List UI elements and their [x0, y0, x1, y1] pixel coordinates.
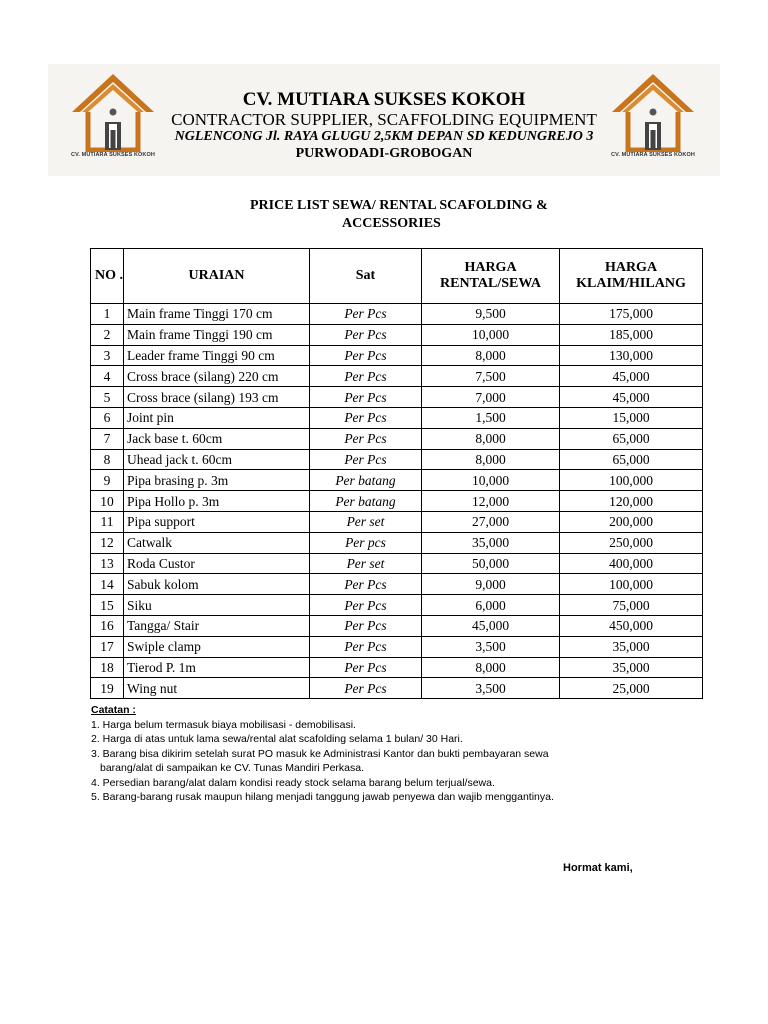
cell-no: 4: [91, 366, 124, 387]
cell-uraian: Uhead jack t. 60cm: [124, 449, 310, 470]
cell-no: 5: [91, 387, 124, 408]
cell-harga-klaim: 400,000: [560, 553, 703, 574]
notes-section: [91, 703, 651, 805]
cell-harga-klaim: 75,000: [560, 595, 703, 616]
cell-harga-rental: 10,000: [422, 470, 560, 491]
cell-sat: Per Pcs: [310, 324, 422, 345]
table-row: [91, 407, 703, 428]
cell-sat: Per Pcs: [310, 615, 422, 636]
company-address: NGLENCONG Jl. RAYA GLUGU 2,5KM DEPAN SD KEDUNGREJO 3: [174, 129, 594, 144]
cell-harga-rental: 7,500: [422, 366, 560, 387]
cell-sat: Per Pcs: [310, 657, 422, 678]
cell-harga-klaim: 250,000: [560, 532, 703, 553]
cell-sat: Per Pcs: [310, 428, 422, 449]
table-row: [91, 366, 703, 387]
cell-no: 14: [91, 574, 124, 595]
table-row: [91, 511, 703, 532]
cell-uraian: Pipa Hollo p. 3m: [124, 491, 310, 512]
company-tagline: CONTRACTOR SUPPLIER, SCAFFOLDING EQUIPMENT: [171, 110, 597, 129]
cell-uraian: Swiple clamp: [124, 636, 310, 657]
cell-sat: Per Pcs: [310, 345, 422, 366]
cell-uraian: Cross brace (silang) 220 cm: [124, 366, 310, 387]
note-item-continuation: barang/alat di sampaikan ke CV. Tunas Mandiri Perkasa.: [100, 762, 365, 774]
cell-no: 11: [91, 511, 124, 532]
cell-harga-klaim: 100,000: [560, 574, 703, 595]
document-title: [250, 197, 590, 233]
cell-no: 1: [91, 304, 124, 325]
cell-harga-rental: 8,000: [422, 449, 560, 470]
cell-sat: Per Pcs: [310, 407, 422, 428]
cell-uraian: Jack base t. 60cm: [124, 428, 310, 449]
header-harga-rental: HARGA RENTAL/SEWA: [422, 249, 560, 304]
cell-no: 10: [91, 491, 124, 512]
header-uraian: URAIAN: [124, 249, 310, 304]
cell-uraian: Siku: [124, 595, 310, 616]
cell-uraian: Joint pin: [124, 407, 310, 428]
cell-sat: Per Pcs: [310, 449, 422, 470]
cell-harga-klaim: 450,000: [560, 615, 703, 636]
note-item: 3. Barang bisa dikirim setelah surat PO masuk ke Administrasi Kantor dan bukti pembayaran sewa: [91, 747, 549, 760]
cell-harga-rental: 12,000: [422, 491, 560, 512]
cell-harga-klaim: 120,000: [560, 491, 703, 512]
cell-no: 8: [91, 449, 124, 470]
company-name: CV. MUTIARA SUKSES KOKOH: [242, 89, 526, 110]
table-row: [91, 574, 703, 595]
cell-harga-rental: 8,000: [422, 657, 560, 678]
cell-no: 13: [91, 553, 124, 574]
header-no: NO .: [91, 249, 124, 304]
cell-sat: Per set: [310, 553, 422, 574]
cell-harga-rental: 35,000: [422, 532, 560, 553]
note-item: 2. Harga di atas untuk lama sewa/rental alat scafolding selama 1 bulan/ 30 Hari.: [91, 733, 463, 745]
cell-no: 15: [91, 595, 124, 616]
cell-harga-klaim: 185,000: [560, 324, 703, 345]
cell-harga-klaim: 65,000: [560, 428, 703, 449]
cell-harga-klaim: 65,000: [560, 449, 703, 470]
cell-harga-klaim: 130,000: [560, 345, 703, 366]
cell-harga-klaim: 200,000: [560, 511, 703, 532]
cell-harga-rental: 9,000: [422, 574, 560, 595]
cell-uraian: Main frame Tinggi 170 cm: [124, 304, 310, 325]
table-row: [91, 678, 703, 699]
company-city: PURWODADI-GROBOGAN: [295, 146, 473, 161]
cell-no: 6: [91, 407, 124, 428]
cell-uraian: Tangga/ Stair: [124, 615, 310, 636]
note-item: 1. Harga belum termasuk biaya mobilisasi - demobilisasi.: [91, 718, 356, 731]
table-row: [91, 615, 703, 636]
cell-no: 3: [91, 345, 124, 366]
cell-uraian: Roda Custor: [124, 553, 310, 574]
cell-no: 12: [91, 532, 124, 553]
cell-uraian: Pipa brasing p. 3m: [124, 470, 310, 491]
cell-uraian: Tierod P. 1m: [124, 657, 310, 678]
cell-harga-klaim: 35,000: [560, 657, 703, 678]
table-row: [91, 428, 703, 449]
table-row: [91, 449, 703, 470]
cell-harga-rental: 9,500: [422, 304, 560, 325]
cell-no: 17: [91, 636, 124, 657]
cell-harga-rental: 6,000: [422, 595, 560, 616]
table-row: [91, 491, 703, 512]
notes-heading: Catatan :: [91, 704, 136, 716]
cell-sat: Per batang: [310, 491, 422, 512]
title-line-1: PRICE LIST SEWA/ RENTAL SCAFOLDING &: [250, 198, 548, 213]
cell-no: 2: [91, 324, 124, 345]
cell-harga-klaim: 25,000: [560, 678, 703, 699]
cell-harga-klaim: 45,000: [560, 387, 703, 408]
cell-harga-rental: 7,000: [422, 387, 560, 408]
price-table-body: [91, 304, 703, 699]
cell-sat: Per Pcs: [310, 304, 422, 325]
cell-sat: Per Pcs: [310, 387, 422, 408]
table-row: [91, 657, 703, 678]
cell-harga-klaim: 175,000: [560, 304, 703, 325]
table-row: [91, 470, 703, 491]
header-sat: Sat: [310, 249, 422, 304]
closing-signature: Hormat kami,: [563, 862, 633, 874]
cell-sat: Per set: [310, 511, 422, 532]
cell-no: 19: [91, 678, 124, 699]
cell-uraian: Cross brace (silang) 193 cm: [124, 387, 310, 408]
cell-harga-rental: 8,000: [422, 345, 560, 366]
cell-harga-rental: 27,000: [422, 511, 560, 532]
cell-uraian: Sabuk kolom: [124, 574, 310, 595]
table-row: [91, 595, 703, 616]
cell-uraian: Pipa support: [124, 511, 310, 532]
table-row: [91, 324, 703, 345]
table-row: [91, 532, 703, 553]
table-row: [91, 636, 703, 657]
cell-uraian: Leader frame Tinggi 90 cm: [124, 345, 310, 366]
cell-sat: Per Pcs: [310, 636, 422, 657]
cell-uraian: Catwalk: [124, 532, 310, 553]
cell-sat: Per pcs: [310, 532, 422, 553]
price-table: [90, 248, 703, 699]
cell-no: 7: [91, 428, 124, 449]
logo-text: CV. MUTIARA SUKSES KOKOH: [611, 152, 695, 158]
cell-harga-klaim: 15,000: [560, 407, 703, 428]
table-row: [91, 304, 703, 325]
cell-harga-klaim: 45,000: [560, 366, 703, 387]
cell-harga-rental: 1,500: [422, 407, 560, 428]
cell-uraian: Wing nut: [124, 678, 310, 699]
cell-harga-klaim: 35,000: [560, 636, 703, 657]
cell-no: 16: [91, 615, 124, 636]
table-row: [91, 387, 703, 408]
cell-harga-rental: 45,000: [422, 615, 560, 636]
title-line-2: ACCESSORIES: [342, 216, 441, 231]
cell-harga-rental: 50,000: [422, 553, 560, 574]
cell-harga-rental: 10,000: [422, 324, 560, 345]
cell-sat: Per Pcs: [310, 366, 422, 387]
cell-no: 18: [91, 657, 124, 678]
logo-text: CV. MUTIARA SUKSES KOKOH: [71, 152, 155, 158]
cell-sat: Per Pcs: [310, 574, 422, 595]
table-row: [91, 345, 703, 366]
cell-uraian: Main frame Tinggi 190 cm: [124, 324, 310, 345]
cell-sat: Per Pcs: [310, 595, 422, 616]
cell-harga-klaim: 100,000: [560, 470, 703, 491]
cell-sat: Per Pcs: [310, 678, 422, 699]
table-row: [91, 553, 703, 574]
note-item: 4. Persedian barang/alat dalam kondisi ready stock selama barang belum terjual/sewa.: [91, 776, 495, 789]
header-harga-klaim: HARGA KLAIM/HILANG: [560, 249, 703, 304]
table-header-row: [91, 249, 703, 304]
cell-harga-rental: 8,000: [422, 428, 560, 449]
cell-harga-rental: 3,500: [422, 678, 560, 699]
cell-harga-rental: 3,500: [422, 636, 560, 657]
note-item: 5. Barang-barang rusak maupun hilang menjadi tanggung jawab penyewa dan wajib menggantinya.: [91, 791, 554, 803]
cell-no: 9: [91, 470, 124, 491]
cell-sat: Per batang: [310, 470, 422, 491]
